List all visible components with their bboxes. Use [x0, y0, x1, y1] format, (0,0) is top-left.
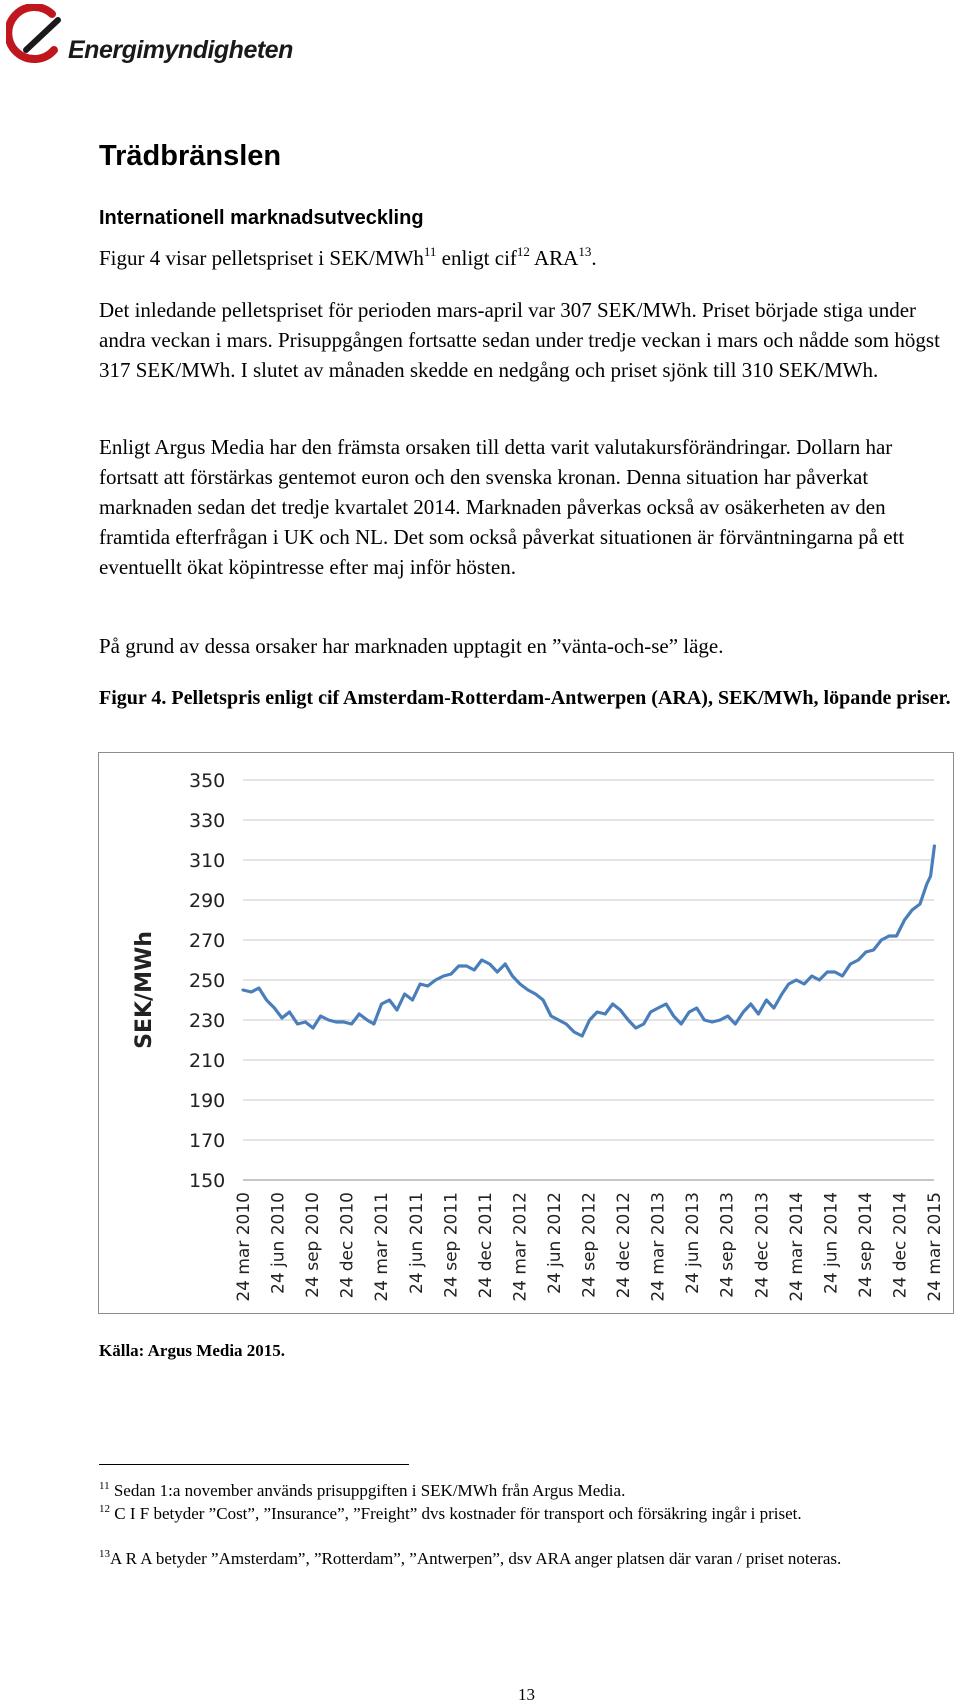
footnote-number: 12: [99, 1503, 110, 1515]
x-tick-label: 24 sep 2011: [441, 1192, 462, 1298]
x-tick-label: 24 mar 2012: [510, 1192, 531, 1302]
footnote-text: Sedan 1:a november används prisuppgiften i SEK/MWh från Argus Media.: [109, 1481, 626, 1500]
x-tick-label: 24 jun 2011: [406, 1192, 427, 1294]
footnote-divider: [99, 1464, 409, 1465]
x-tick-label: 24 sep 2010: [303, 1192, 324, 1298]
x-tick-label: 24 jun 2014: [821, 1192, 842, 1294]
intro-text: ARA: [529, 246, 579, 270]
y-tick-label: 150: [189, 1170, 226, 1192]
page-heading: Trädbränslen: [99, 140, 282, 172]
y-tick-label: 190: [189, 1090, 226, 1112]
x-tick-label: 24 jun 2010: [268, 1192, 289, 1294]
y-tick-label: 270: [189, 930, 226, 952]
x-tick-label: 24 mar 2013: [648, 1192, 669, 1302]
energimyndigheten-logo: [6, 4, 296, 66]
price-series-line: [243, 846, 934, 1036]
footnote-text: C I F betyder ”Cost”, ”Insurance”, ”Freight” dvs kostnader för transport och försäkring ingår i priset.: [110, 1504, 802, 1523]
price-chart: [98, 752, 954, 1314]
x-tick-label: 24 sep 2014: [855, 1192, 876, 1298]
chart-svg: [99, 753, 953, 1313]
intro-text: enligt cif: [436, 246, 517, 270]
footnote-11: [99, 1480, 949, 1501]
footnote-text: A R A betyder ”Amsterdam”, ”Rotterdam”, ”Antwerpen”, dsv ARA anger platsen där varan / priset noteras.: [110, 1549, 842, 1568]
intro-paragraph: [99, 243, 949, 273]
y-tick-label: 350: [189, 770, 226, 792]
footnote-13: [99, 1548, 949, 1569]
footnote-number: 13: [99, 1548, 110, 1560]
y-tick-label: 290: [189, 890, 226, 912]
footnote-ref-11: 11: [423, 244, 437, 259]
footnote-ref-12: 12: [516, 244, 530, 259]
y-tick-label: 310: [189, 850, 226, 872]
x-tick-label: 24 dec 2014: [890, 1192, 911, 1299]
figure-label: Figur 4.: [99, 687, 167, 709]
logo-wordmark: Energimyndigheten: [68, 36, 293, 64]
footnote-ref-13: 13: [578, 244, 592, 259]
body-paragraph: På grund av dessa orsaker har marknaden upptagit en ”vänta-och-se” läge.: [99, 634, 724, 658]
x-tick-label: 24 mar 2014: [786, 1192, 807, 1302]
y-tick-label: 210: [189, 1050, 226, 1072]
figure-caption: [99, 683, 959, 713]
x-tick-label: 24 dec 2013: [752, 1192, 773, 1299]
intro-text: .: [591, 246, 597, 270]
x-tick-label: 24 mar 2010: [234, 1192, 254, 1302]
section-subheading: Internationell marknadsutveckling: [99, 207, 424, 229]
x-tick-label: 24 dec 2011: [475, 1192, 496, 1299]
y-tick-label: 330: [189, 810, 226, 832]
figure-caption-text: Pelletspris enligt cif Amsterdam-Rotterdam-Antwerpen (ARA), SEK/MWh, löpande priser.: [166, 687, 951, 709]
logo-mark-icon: [6, 4, 70, 66]
x-tick-label: 24 mar 2015: [925, 1192, 945, 1302]
x-tick-label: 24 sep 2013: [717, 1192, 738, 1298]
x-tick-label: 24 mar 2011: [372, 1192, 393, 1302]
x-tick-label: 24 dec 2010: [337, 1192, 358, 1299]
y-tick-label: 250: [189, 970, 226, 992]
body-paragraph: Det inledande pelletspriset för perioden mars-april var 307 SEK/MWh. Priset började stiga under andra veckan i mars. Prisuppgången fortsatte sedan under tredje veckan i mars och nådde som högst 317 SEK/MWh. I slutet av månaden skedde en nedgång och priset sjönk till 310 SEK/MWh.: [99, 298, 940, 382]
x-tick-label: 24 jun 2013: [683, 1192, 704, 1294]
footnote-number: 11: [99, 1480, 110, 1492]
y-axis-label: SEK/MWh: [132, 931, 157, 1049]
x-tick-label: 24 jun 2012: [544, 1192, 565, 1294]
x-tick-label: 24 dec 2012: [614, 1192, 635, 1299]
body-paragraph: Enligt Argus Media har den främsta orsaken till detta varit valutakursförändringar. Dollarn har fortsatt att förstärkas gentemot euron och den svenska kronan. Denna situation har påverkat marknaden sedan det tredje kvartalet 2014. Marknaden påverkas också av osäkerheten av den framtida efterfrågan i UK och NL. Det som också påverkat situationen är förväntningarna på ett eventuellt ökat köpintresse efter maj inför hösten.: [99, 435, 905, 579]
source-note: Källa: Argus Media 2015.: [99, 1341, 286, 1360]
y-tick-label: 170: [189, 1130, 226, 1152]
footnote-12: [99, 1503, 949, 1524]
page-number: 13: [518, 1685, 535, 1704]
x-tick-label: 24 sep 2012: [579, 1192, 600, 1298]
y-tick-label: 230: [189, 1010, 226, 1032]
intro-text: Figur 4 visar pelletspriset i SEK/MWh: [99, 246, 424, 270]
